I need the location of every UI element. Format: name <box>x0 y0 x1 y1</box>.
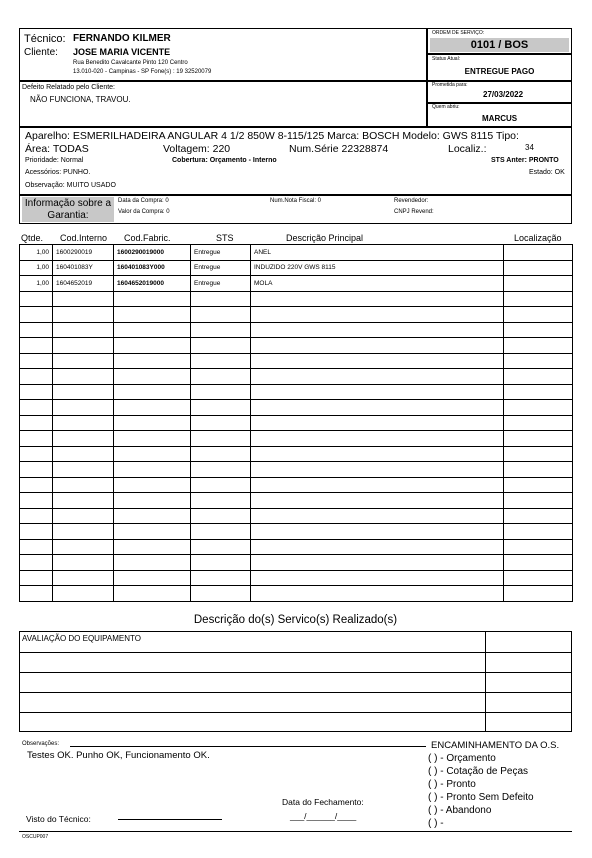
tecnico-label: Técnico: <box>24 33 66 45</box>
visto-line <box>118 819 222 820</box>
table-cell <box>20 369 53 385</box>
servicos-title: Descrição do(s) Servico(s) Realizado(s) <box>193 614 398 626</box>
table-cell <box>20 508 53 524</box>
table-row <box>20 307 573 323</box>
table-cell <box>251 291 504 307</box>
table-cell <box>504 400 573 416</box>
table-row <box>20 291 573 307</box>
table-cell <box>20 431 53 447</box>
aparelho-localiz: 34 <box>525 143 534 152</box>
table-row <box>20 508 573 524</box>
table-cell <box>114 539 191 555</box>
table-cell <box>251 431 504 447</box>
table-cell <box>20 524 53 540</box>
table-cell <box>504 539 573 555</box>
table-cell <box>191 539 251 555</box>
servicos-divider <box>485 631 486 732</box>
table-cell <box>251 524 504 540</box>
table-cell <box>504 555 573 571</box>
table-cell: 1,00 <box>20 276 53 292</box>
table-cell <box>504 322 573 338</box>
table-cell <box>114 508 191 524</box>
table-cell <box>53 493 114 509</box>
table-cell <box>114 555 191 571</box>
col-descricao: Descrição Principal <box>286 233 364 243</box>
table-cell <box>251 570 504 586</box>
table-cell <box>114 462 191 478</box>
table-cell <box>191 307 251 323</box>
aparelho-observacao: Observação: MUITO USADO <box>25 182 116 189</box>
ordem-label: ORDEM DE SERVIÇO: <box>432 30 485 36</box>
prometida-label: Prometida para: <box>432 82 468 88</box>
table-cell <box>504 307 573 323</box>
table-row <box>20 260 573 276</box>
table-cell <box>251 307 504 323</box>
table-row <box>20 400 573 416</box>
table-cell <box>20 586 53 602</box>
defeito-label: Defeito Relatado pelo Cliente: <box>22 84 116 91</box>
table-cell <box>251 493 504 509</box>
encaminhamento-option[interactable]: ( ) - Cotação de Peças <box>428 766 529 777</box>
table-cell <box>251 369 504 385</box>
table-cell <box>251 477 504 493</box>
table-cell <box>20 446 53 462</box>
table-cell <box>114 570 191 586</box>
table-cell <box>504 508 573 524</box>
table-cell <box>114 415 191 431</box>
table-cell <box>191 400 251 416</box>
table-cell <box>114 291 191 307</box>
aparelho-numserie: Num.Série 22328874 <box>289 143 389 155</box>
table-cell <box>504 477 573 493</box>
table-cell <box>114 431 191 447</box>
table-cell <box>251 462 504 478</box>
table-row <box>20 586 573 602</box>
cliente-cidade-fone: 13.010-020 - Campinas - SP Fone(s) : 19 32520079 <box>73 69 212 75</box>
table-row <box>20 477 573 493</box>
table-cell <box>114 400 191 416</box>
aparelho-voltagem: Voltagem: 220 <box>163 143 231 155</box>
table-cell <box>114 307 191 323</box>
table-cell <box>20 338 53 354</box>
encaminhamento-option[interactable]: ( ) - Abandono <box>428 805 492 816</box>
table-cell <box>504 384 573 400</box>
table-cell <box>504 462 573 478</box>
cliente-label: Cliente: <box>24 47 58 58</box>
garantia-nota: Num.Nota Fiscal: 0 <box>270 198 322 204</box>
items-table <box>19 244 573 602</box>
table-cell: 160401083Y <box>53 260 114 276</box>
table-cell <box>191 462 251 478</box>
garantia-revendedor: Revendedor: <box>394 198 429 204</box>
table-cell <box>20 291 53 307</box>
table-cell <box>114 369 191 385</box>
table-cell <box>251 338 504 354</box>
table-cell <box>504 446 573 462</box>
servicos-box <box>19 631 572 732</box>
ordem-number: 0101 / BOS <box>470 39 529 51</box>
table-row <box>20 570 573 586</box>
table-cell <box>53 400 114 416</box>
table-cell <box>20 384 53 400</box>
table-cell <box>191 384 251 400</box>
table-cell <box>20 462 53 478</box>
servicos-line <box>19 712 572 713</box>
cliente-name: JOSE MARIA VICENTE <box>73 47 171 57</box>
aparelho-localiz-label: Localiz.: <box>448 143 487 155</box>
table-cell <box>20 477 53 493</box>
table-row <box>20 369 573 385</box>
table-row <box>20 276 573 292</box>
table-cell <box>114 384 191 400</box>
table-cell: 160401083Y000 <box>114 260 191 276</box>
table-cell: INDUZIDO 220V GWS 8115 <box>251 260 504 276</box>
status-value: ENTREGUE PAGO <box>464 67 535 76</box>
table-cell <box>191 493 251 509</box>
table-cell <box>53 322 114 338</box>
table-cell <box>191 586 251 602</box>
aparelho-linha: Aparelho: ESMERILHADEIRA ANGULAR 4 1/2 850W 8-115/125 Marca: BOSCH Modelo: GWS 8115 Tipo: <box>25 130 519 142</box>
status-label: Status Atual: <box>432 56 461 62</box>
garantia-valor-compra: Valor da Compra: 0 <box>118 209 170 215</box>
table-cell <box>504 353 573 369</box>
table-cell <box>53 446 114 462</box>
table-cell <box>251 586 504 602</box>
table-cell <box>251 322 504 338</box>
table-cell <box>504 431 573 447</box>
prometida-value: 27/03/2022 <box>483 90 524 99</box>
quem-value: MARCUS <box>482 114 518 123</box>
visto-label: Visto do Técnico: <box>26 814 91 824</box>
obs-line <box>70 746 426 747</box>
table-cell <box>53 524 114 540</box>
table-cell <box>20 400 53 416</box>
table-cell <box>251 384 504 400</box>
form-code: OSCUP007 <box>22 834 49 840</box>
table-cell <box>191 446 251 462</box>
table-row <box>20 446 573 462</box>
table-row <box>20 338 573 354</box>
table-cell <box>114 524 191 540</box>
col-cod-interno: Cod.Interno <box>60 233 108 243</box>
table-cell <box>251 415 504 431</box>
table-cell <box>20 493 53 509</box>
table-cell <box>53 415 114 431</box>
servicos-line <box>19 692 572 693</box>
table-row <box>20 555 573 571</box>
table-cell <box>191 431 251 447</box>
table-row <box>20 493 573 509</box>
data-fechamento-blank: ___/______/____ <box>290 811 357 821</box>
table-cell <box>53 586 114 602</box>
table-cell <box>53 555 114 571</box>
quem-label: Quem abriu: <box>432 104 460 110</box>
table-cell <box>191 322 251 338</box>
garantia-title: Informação sobre a Garantia: <box>24 198 112 221</box>
tecnico-name: FERNANDO KILMER <box>73 33 171 44</box>
table-cell <box>251 508 504 524</box>
table-cell <box>251 446 504 462</box>
obs-text: Testes OK. Punho OK, Funcionamento OK. <box>27 750 210 761</box>
table-cell <box>20 353 53 369</box>
table-cell <box>191 477 251 493</box>
table-cell <box>191 369 251 385</box>
table-cell <box>504 260 573 276</box>
table-row <box>20 415 573 431</box>
table-cell <box>504 369 573 385</box>
table-cell <box>53 508 114 524</box>
table-cell <box>114 493 191 509</box>
table-row <box>20 431 573 447</box>
table-cell <box>53 570 114 586</box>
table-cell <box>504 276 573 292</box>
table-row <box>20 524 573 540</box>
encaminhamento-option[interactable]: ( ) - <box>428 818 444 829</box>
table-cell <box>20 307 53 323</box>
table-cell <box>251 353 504 369</box>
table-cell <box>504 415 573 431</box>
aparelho-area: Área: TODAS <box>25 143 89 155</box>
table-cell <box>20 570 53 586</box>
table-cell <box>20 415 53 431</box>
table-cell <box>251 400 504 416</box>
table-cell <box>114 338 191 354</box>
servicos-line <box>19 672 572 673</box>
encaminhamento-option[interactable]: ( ) - Pronto Sem Defeito <box>428 792 534 803</box>
table-cell <box>114 586 191 602</box>
table-cell <box>53 338 114 354</box>
table-cell <box>504 338 573 354</box>
table-cell <box>251 539 504 555</box>
aparelho-cobertura: Cobertura: Orçamento - Interno <box>172 157 277 164</box>
encaminhamento-option[interactable]: ( ) - Pronto <box>428 779 476 790</box>
table-cell <box>114 353 191 369</box>
table-cell <box>191 338 251 354</box>
table-row <box>20 322 573 338</box>
table-cell <box>191 524 251 540</box>
garantia-data-compra: Data da Compra: 0 <box>118 198 169 204</box>
table-cell: 1600290019000 <box>114 245 191 261</box>
table-cell: 1,00 <box>20 260 53 276</box>
table-cell <box>191 291 251 307</box>
table-cell <box>191 570 251 586</box>
aparelho-estado: Estado: OK <box>529 169 565 176</box>
table-cell <box>191 555 251 571</box>
table-cell <box>504 586 573 602</box>
table-cell <box>53 307 114 323</box>
cliente-endereco: Rua Benedito Cavalcante Pinto 120 Centro <box>73 60 188 66</box>
table-cell: 1604652019 <box>53 276 114 292</box>
table-cell: 1600290019 <box>53 245 114 261</box>
table-cell: 1604652019000 <box>114 276 191 292</box>
table-cell <box>53 431 114 447</box>
col-cod-fabric: Cod.Fabric. <box>124 233 171 243</box>
servicos-linha1: AVALIAÇÃO DO EQUIPAMENTO <box>22 634 141 643</box>
encaminhamento-title: ENCAMINHAMENTO DA O.S. <box>431 740 560 751</box>
table-cell <box>191 353 251 369</box>
obs-label: Observações: <box>22 741 60 747</box>
table-cell: Entregue <box>191 276 251 292</box>
col-sts: STS <box>216 233 234 243</box>
table-row <box>20 384 573 400</box>
table-cell: 1,00 <box>20 245 53 261</box>
table-cell: Entregue <box>191 260 251 276</box>
table-row <box>20 353 573 369</box>
servicos-line <box>19 652 572 653</box>
table-cell <box>20 539 53 555</box>
table-cell <box>53 291 114 307</box>
table-cell <box>20 555 53 571</box>
data-fechamento-label: Data do Fechamento: <box>282 797 364 807</box>
table-cell <box>504 570 573 586</box>
table-cell <box>114 477 191 493</box>
table-cell <box>20 322 53 338</box>
table-cell <box>191 415 251 431</box>
table-cell <box>53 539 114 555</box>
table-row <box>20 245 573 261</box>
table-cell <box>251 555 504 571</box>
table-cell: ANEL <box>251 245 504 261</box>
aparelho-prioridade: Prioridade: Normal <box>25 157 84 164</box>
table-cell <box>504 493 573 509</box>
table-row <box>20 462 573 478</box>
table-cell <box>53 369 114 385</box>
table-cell <box>53 384 114 400</box>
table-cell <box>114 322 191 338</box>
aparelho-sts-anter: STS Anter: PRONTO <box>491 157 559 164</box>
table-cell <box>504 291 573 307</box>
table-cell <box>53 477 114 493</box>
col-localizacao: Localização <box>514 233 562 243</box>
table-cell <box>504 524 573 540</box>
table-cell: Entregue <box>191 245 251 261</box>
encaminhamento-option[interactable]: ( ) - Orçamento <box>428 753 496 764</box>
table-cell <box>191 508 251 524</box>
col-qtde: Qtde. <box>21 233 44 243</box>
table-row <box>20 539 573 555</box>
table-cell <box>53 462 114 478</box>
garantia-cnpj: CNPJ Revend: <box>394 209 434 215</box>
defeito-texto: NÃO FUNCIONA, TRAVOU. <box>30 95 131 104</box>
aparelho-acessorios: Acessórios: PUNHO. <box>25 169 91 176</box>
table-cell <box>53 353 114 369</box>
table-cell <box>114 446 191 462</box>
table-cell <box>504 245 573 261</box>
footer-line <box>19 831 572 832</box>
table-cell: MOLA <box>251 276 504 292</box>
